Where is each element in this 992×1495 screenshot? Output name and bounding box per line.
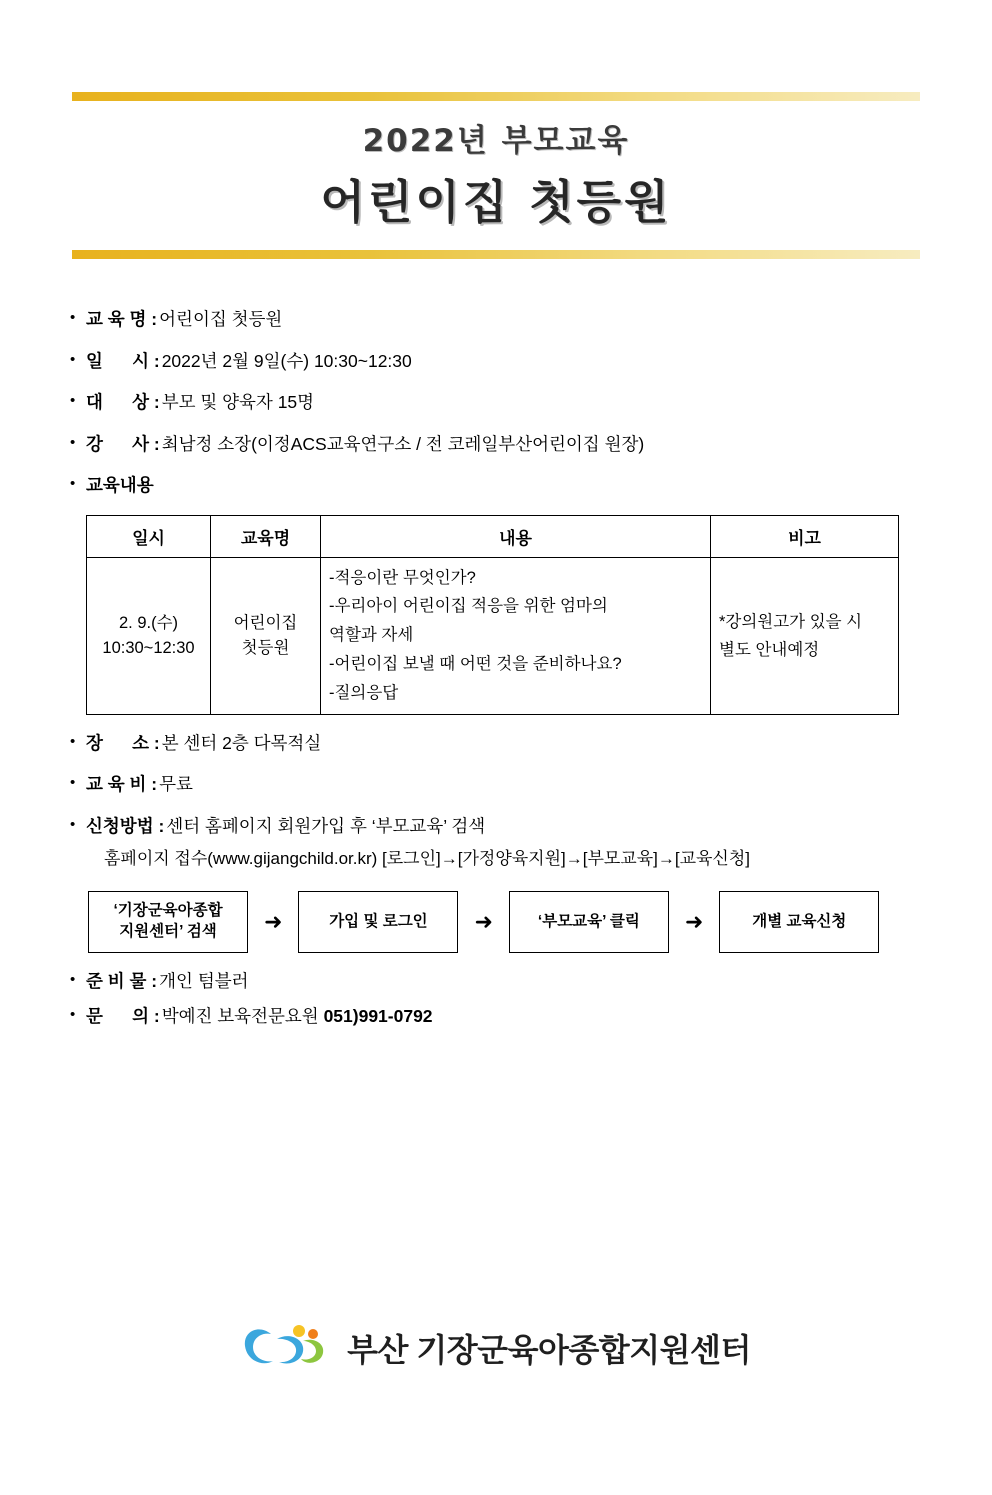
info-item-datetime <box>70 349 922 374</box>
info-value: 박예진 보육전문요원 <box>161 1005 324 1026</box>
homepage-apply-line: 홈페이지 접수(www.gijangchild.or.kr) [로그인]→[가정양육지원]→[부모교육]→[교육신청] <box>104 849 750 869</box>
info-label: 준 비 물 : <box>86 971 158 992</box>
title-small: 2022년 부모교육 <box>362 123 630 159</box>
flow-step-line2: 지원센터’ 검색 <box>119 923 217 941</box>
cell-date <box>87 557 211 714</box>
flow-step-line1: ‘기장군육아종합 <box>113 902 223 920</box>
note-line-2: 별도 안내예정 <box>719 640 820 659</box>
header <box>72 92 920 259</box>
info-item-target <box>70 390 922 415</box>
sc-logo-icon <box>241 1321 333 1375</box>
cell-date-line2: 10:30~12:30 <box>102 638 195 657</box>
bullet-icon: • <box>70 392 76 409</box>
content-line-2: -우리아이 어린이집 적응을 위한 엄마의 <box>329 597 608 616</box>
info-label: 강 사 : <box>86 433 160 454</box>
bullet-icon: • <box>70 971 76 989</box>
arrow-right-icon: ➜ <box>474 909 493 935</box>
info-label: 교육내용 <box>86 475 154 495</box>
table-header-date: 일시 <box>87 515 211 557</box>
arrow-right-icon: ➜ <box>264 909 283 935</box>
info-item-apply-method <box>70 814 922 839</box>
info-item-place <box>70 731 922 756</box>
note-line-1: *강의원고가 있을 시 <box>719 612 863 631</box>
flow-step-click-parent-edu[interactable] <box>509 891 669 953</box>
cell-note <box>711 557 899 714</box>
info-value: 2022년 2월 9일(수) 10:30~12:30 <box>161 350 412 371</box>
info-label: 문 의 : <box>86 1005 160 1026</box>
apply-flow <box>88 891 922 953</box>
info-value: 무료 <box>159 774 193 795</box>
info-value: 개인 텀블러 <box>159 971 249 992</box>
content <box>70 307 922 1028</box>
info-item-curriculum <box>70 473 922 498</box>
header-titles <box>72 101 920 250</box>
footer <box>0 1321 992 1375</box>
info-label: 교 육 명 : <box>86 309 158 329</box>
flow-step-search-center[interactable] <box>88 891 248 953</box>
table-header-name: 교육명 <box>211 515 321 557</box>
info-value: 센터 홈페이지 회원가입 후 ‘부모교육’ 검색 <box>166 815 486 836</box>
info-label: 일 시 : <box>86 350 160 371</box>
bullet-icon: • <box>70 309 76 326</box>
info-label: 신청방법 : <box>86 815 165 836</box>
flow-step-line1: 개별 교육신청 <box>752 912 847 930</box>
title-big: 어린이집 첫등원 <box>320 175 672 229</box>
flow-step-line1: 가입 및 로그인 <box>329 912 428 930</box>
info-item-supplies <box>70 969 922 994</box>
cell-content <box>321 557 711 714</box>
arrow-right-icon: ➜ <box>684 909 704 935</box>
curriculum-table <box>86 515 899 715</box>
footer-center-name: 부산 기장군육아종합지원센터 <box>347 1332 751 1368</box>
bullet-icon: • <box>70 732 76 750</box>
header-top-rule <box>72 92 920 101</box>
info-item-fee <box>70 772 922 797</box>
contact-phone: 051)991-0792 <box>323 1005 433 1026</box>
bullet-icon: • <box>70 433 76 451</box>
info-label: 교 육 비 : <box>86 774 158 795</box>
table-header-note: 비고 <box>711 515 899 557</box>
flyer-page <box>0 92 992 1495</box>
flow-step-individual-apply[interactable] <box>719 891 879 953</box>
content-line-3: 역할과 자세 <box>329 626 414 645</box>
bullet-icon: • <box>70 1005 76 1023</box>
bullet-icon: • <box>70 475 76 492</box>
header-bottom-rule <box>72 250 920 259</box>
bullet-icon: • <box>70 774 76 792</box>
cell-course-name <box>211 557 321 714</box>
info-label: 대 상 : <box>86 392 160 412</box>
info-item-instructor <box>70 432 922 457</box>
table-row <box>87 557 899 714</box>
info-value: 본 센터 2층 다목적실 <box>161 732 322 753</box>
cell-name-line2: 첫등원 <box>241 638 290 657</box>
info-item-contact <box>70 1004 922 1029</box>
info-value: 최남정 소장(이정ACS교육연구소 / 전 코레일부산어린이집 원장) <box>161 433 645 454</box>
content-line-1: -적응이란 무엇인가? <box>329 568 476 587</box>
flow-step-line1: ‘부모교육’ 클릭 <box>537 912 640 930</box>
info-value: 어린이집 첫등원 <box>159 309 283 329</box>
cell-name-line1: 어린이집 <box>233 613 298 632</box>
flow-step-signup-login[interactable] <box>298 891 458 953</box>
info-label: 장 소 : <box>86 732 160 753</box>
info-value: 부모 및 양육자 15명 <box>161 392 315 412</box>
bullet-icon: • <box>70 815 76 833</box>
curriculum-table-wrap <box>86 515 898 715</box>
bullet-icon: • <box>70 350 76 368</box>
cell-date-line1: 2. 9.(수) <box>118 613 179 632</box>
info-item-course-name <box>70 307 922 332</box>
content-line-5: -질의응답 <box>329 684 399 702</box>
table-header-row <box>87 515 899 557</box>
table-header-content: 내용 <box>321 515 711 557</box>
content-line-4: -어린이집 보낼 때 어떤 것을 준비하나요? <box>329 655 622 674</box>
